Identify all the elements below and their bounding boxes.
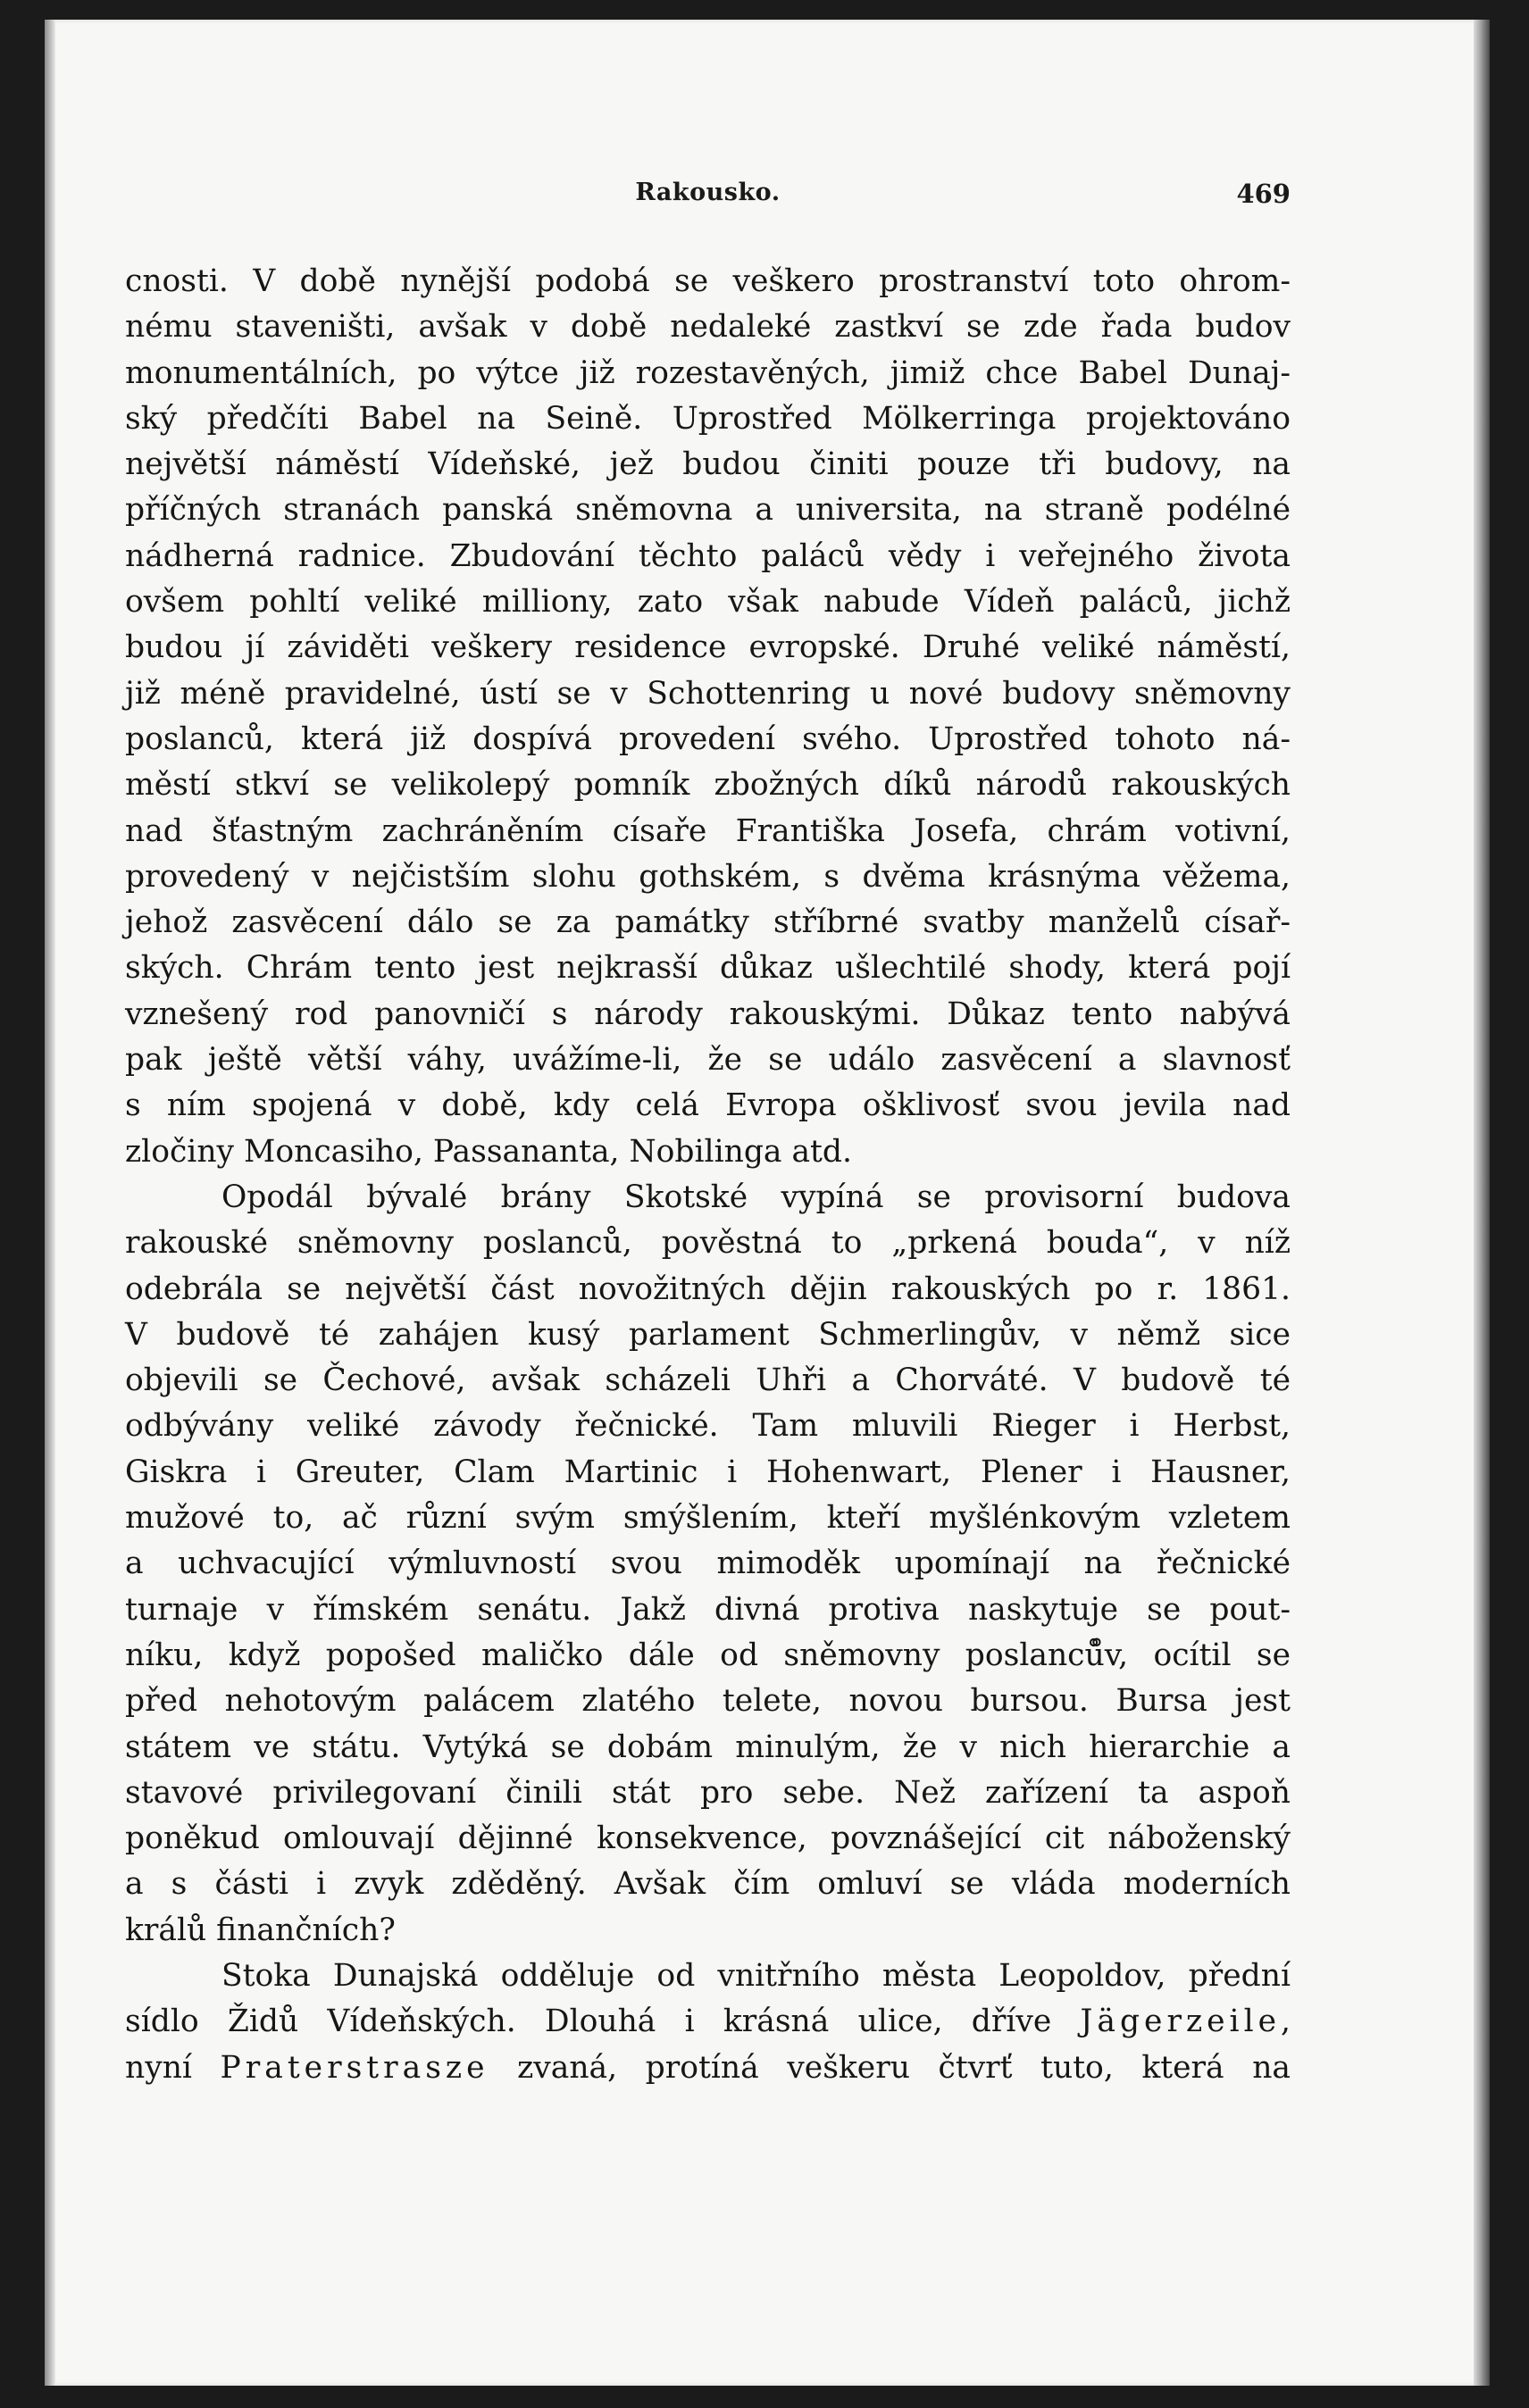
paragraph-2 [125, 1175, 1291, 1954]
text-run: nyní [125, 2049, 221, 2086]
body-text [125, 259, 1291, 2091]
text-line: monumentálních, po výtce již rozestavěných, jimiž chce Babel Dunaj- [125, 354, 1291, 391]
text-line: již méně pravidelné, ústí se v Schottenring u nové budovy sněmovny [125, 675, 1291, 712]
text-line: níku, když popošed maličko dále od sněmovny poslanců̊v, ocítil se [125, 1637, 1291, 1673]
text-line: Opodál bývalé brány Skotské vypíná se provisorní budova [221, 1179, 1291, 1215]
text-line: rakouské sněmovny poslanců, pověstná to „prkená bouda“, v níž [125, 1225, 1291, 1262]
text-line: králů finančních? [125, 1912, 396, 1948]
text-line: pak ještě větší váhy, uvážíme-li, že se událo zasvěcení a slavnosť [125, 1042, 1291, 1079]
text-line: poněkud omlouvají dějinné konsekvence, povznášející cit náboženský [125, 1821, 1291, 1857]
text-line: a uchvacující výmluvností svou mimoděk upomínají na řečnické [125, 1546, 1291, 1582]
text-line: turnaje v římském senátu. Jakž divná protiva naskytuje se pout- [125, 1591, 1291, 1628]
text-line [125, 1999, 1291, 2045]
text-line: městí stkví se velikolepý pomník zbožných díků národů rakouských [125, 767, 1291, 804]
text-line: ský předčíti Babel na Seině. Uprostřed Mölkerringa projektováno [125, 400, 1291, 437]
text-line: nad šťastným zachráněním císaře Františka Josefa, chrám votivní, [125, 812, 1291, 849]
text-line: budou jí záviděti veškery residence evropské. Druhé veliké náměstí, [125, 629, 1291, 666]
text-line: ovšem pohltí veliké milliony, zato však nabude Vídeň paláců, jichž [125, 584, 1291, 621]
text-line: a s části i zvyk zděděný. Avšak čím omluví se vláda moderních [125, 1866, 1291, 1903]
text-line [125, 2046, 1291, 2091]
text-line: stavové privilegovaní činili stát pro sebe. Než zařízení ta aspoň [125, 1774, 1291, 1811]
page-number: 469 [1236, 179, 1291, 209]
text-line: odebrála se největší část novožitných dějin rakouských po r. 1861. [125, 1271, 1291, 1307]
text-line: ských. Chrám tento jest nejkrasší důkaz ušlechtilé shody, která pojí [125, 950, 1291, 987]
text-line: největší náměstí Vídeňské, jež budou činiti pouze tři budovy, na [125, 446, 1291, 483]
text-line: cnosti. V době nynější podobá se veškero prostranství toto ohrom- [125, 263, 1291, 299]
running-title: Rakousko. [635, 179, 781, 206]
text-line: nádherná radnice. Zbudování těchto paláců vědy i veřejného života [125, 537, 1291, 574]
text-line: jehož zasvěcení dálo se za památky stříbrné svatby manželů císař- [125, 904, 1291, 941]
page-left-edge [45, 20, 55, 2386]
text-line: objevili se Čechové, avšak scházeli Uhři a Chorváté. V budově té [125, 1362, 1291, 1399]
text-line: zločiny Moncasiho, Passananta, Nobilinga atd. [125, 1133, 852, 1170]
text-line: poslanců, která již dospívá provedení svého. Uprostřed tohoto ná- [125, 721, 1291, 757]
paragraph-1 [125, 259, 1291, 1175]
text-line: vznešený rod panovničí s národy rakouskými. Důkaz tento nabývá [125, 996, 1291, 1032]
text-line: odbývány veliké závody řečnické. Tam mluvili Rieger i Herbst, [125, 1408, 1291, 1445]
text-line: příčných stranách panská sněmovna a universita, na straně podélné [125, 492, 1291, 529]
text-line: Stoka Dunajská odděluje od vnitřního města Leopoldov, přední [221, 1957, 1291, 1994]
text-run: sídlo Židů Vídeňských. Dlouhá i krásná ulice, dříve [125, 2004, 1081, 2040]
paragraph-3 [125, 1954, 1291, 2091]
text-line: nému staveništi, avšak v době nedaleké zastkví se zde řada budov [125, 309, 1291, 346]
text-line: mužové to, ač různí svým smýšlením, kteří myšlénkovým vzletem [125, 1500, 1291, 1537]
text-line: provedený v nejčistším slohu gothském, s dvěma krásnýma věžema, [125, 858, 1291, 895]
text-line: Giskra i Greuter, Clam Martinic i Hohenwart, Plener i Hausner, [125, 1454, 1291, 1490]
page-right-edge [1474, 20, 1490, 2386]
text-line: s ním spojená v době, kdy celá Evropa ošklivosť svou jevila nad [125, 1087, 1291, 1124]
text-line: před nehotovým palácem zlatého telete, novou bursou. Bursa jest [125, 1683, 1291, 1720]
spaced-word: Jägerzeile [1080, 2004, 1282, 2040]
text-line: státem ve státu. Vytýká se dobám minulým, že v nich hierarchie a [125, 1729, 1291, 1765]
text-run: , [1281, 2004, 1291, 2040]
text-run: zvaná, protíná veškeru čtvrť tuto, která na [489, 2049, 1291, 2086]
spaced-word: Praterstrasze [220, 2049, 489, 2086]
text-line: V budově té zahájen kusý parlament Schmerlingův, v němž sice [125, 1316, 1291, 1353]
